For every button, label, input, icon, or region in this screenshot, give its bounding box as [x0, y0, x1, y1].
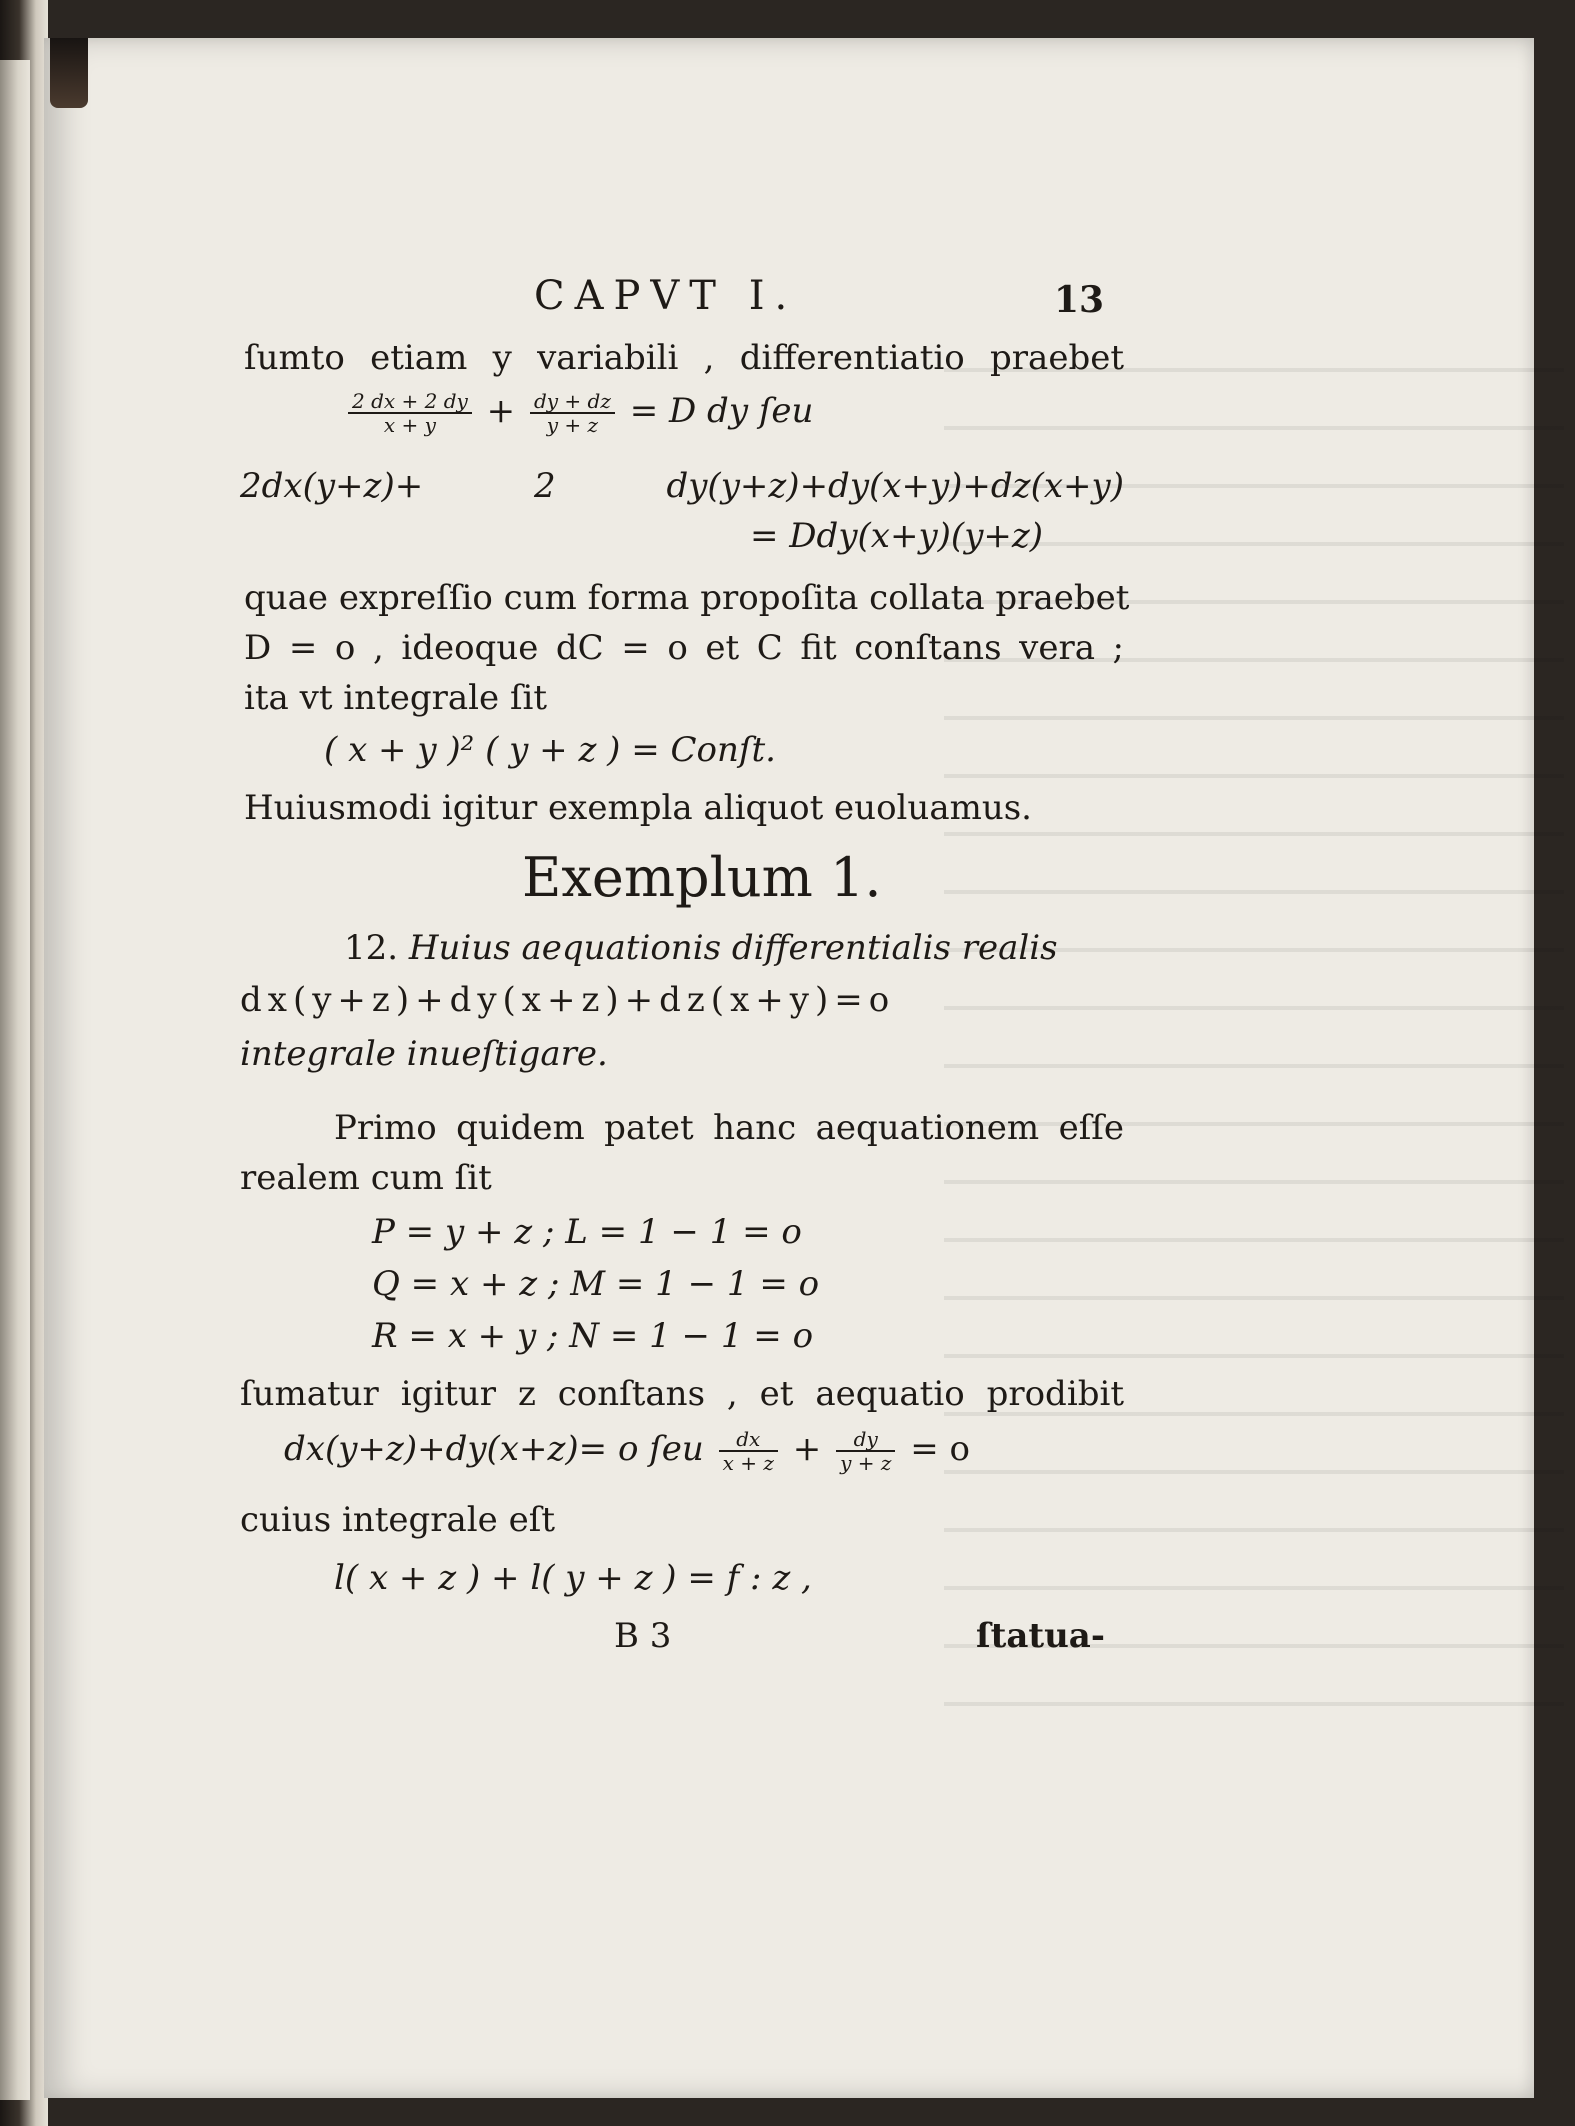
fraction-2 [530, 390, 615, 436]
equation-line-19 [284, 1428, 970, 1474]
catchword: ſtatua- [976, 1616, 1105, 1656]
page-number: 13 [1054, 279, 1105, 321]
plus-sign: + [486, 391, 516, 431]
fraction-1-numerator: 2 dx + 2 dy [348, 390, 472, 414]
text-line-1: ſumto etiam y variabili , differentiatio praebet [244, 338, 1124, 378]
text-line-6: D = o , ideoque dC = o et C fit conſtans vera ; [244, 628, 1124, 668]
book-page [44, 38, 1534, 2098]
text-line-9: Huiusmodi igitur exempla aliquot euoluamus. [244, 788, 1032, 828]
equation-line-4: = Ddy(x+y)(y+z) [750, 516, 1044, 556]
text-line-10 [344, 928, 1058, 968]
fraction-2-numerator: dy + dz [530, 390, 615, 414]
equation-19-left: dx(y+z)+dy(x+z)= o ſeu [284, 1429, 704, 1469]
equation-19-end: = o [910, 1429, 970, 1469]
text-line-12: integrale inueſtigare. [240, 1034, 608, 1074]
signature-mark: B 3 [614, 1616, 672, 1656]
plus-sign-2: + [792, 1429, 822, 1469]
paragraph-number: 12. [344, 928, 399, 968]
equation-line-8: ( x + y )² ( y + z ) = Conſt. [324, 730, 776, 770]
equation-line-11: dx(y+z)+dy(x+z)+dz(x+y)=o [240, 980, 896, 1020]
bookmark-ribbon [50, 38, 88, 108]
facing-page-edge [0, 60, 30, 2100]
text-line-20: cuius integrale eſt [240, 1500, 555, 1540]
fraction-2-denominator: y + z [546, 413, 599, 437]
paragraph-text: Huius aequationis differentialis realis [408, 928, 1058, 968]
equation-line-3: 2dx(y+z)+ 2 dy(y+z)+dy(x+y)+dz(x+y) [240, 466, 1124, 506]
fraction-4 [836, 1428, 895, 1474]
bleed-through [944, 368, 1564, 1748]
equation-line-2 [344, 390, 813, 436]
example-heading: Exemplum 1. [522, 846, 882, 909]
equation-line-16: Q = x + z ; M = 1 − 1 = o [372, 1264, 820, 1304]
fraction-1-denominator: x + y [383, 413, 436, 437]
equation-line-15: P = y + z ; L = 1 − 1 = o [372, 1212, 802, 1252]
running-title: CAPVT I. [534, 273, 798, 319]
fraction-4-denominator: y + z [840, 1451, 892, 1475]
fraction-3-denominator: x + z [722, 1451, 774, 1475]
text-line-7: ita vt integrale ſit [244, 678, 548, 718]
text-line-13: Primo quidem patet hanc aequationem eſſe [334, 1108, 1124, 1148]
equation-line-21: l( x + z ) + l( y + z ) = f : z , [334, 1558, 812, 1598]
text-line-5: quae expreſſio cum forma propoſita collata praebet [244, 578, 1130, 618]
fraction-3 [719, 1428, 778, 1474]
fraction-1 [348, 390, 472, 436]
text-line-14: realem cum ſit [240, 1158, 492, 1198]
text-line-18: ſumatur igitur z conſtans , et aequatio prodibit [240, 1374, 1124, 1414]
equation-line-17: R = x + y ; N = 1 − 1 = o [372, 1316, 814, 1356]
equation-rest: = D dy ſeu [629, 391, 814, 431]
fraction-4-numerator: dy [836, 1428, 895, 1452]
fraction-3-numerator: dx [719, 1428, 778, 1452]
